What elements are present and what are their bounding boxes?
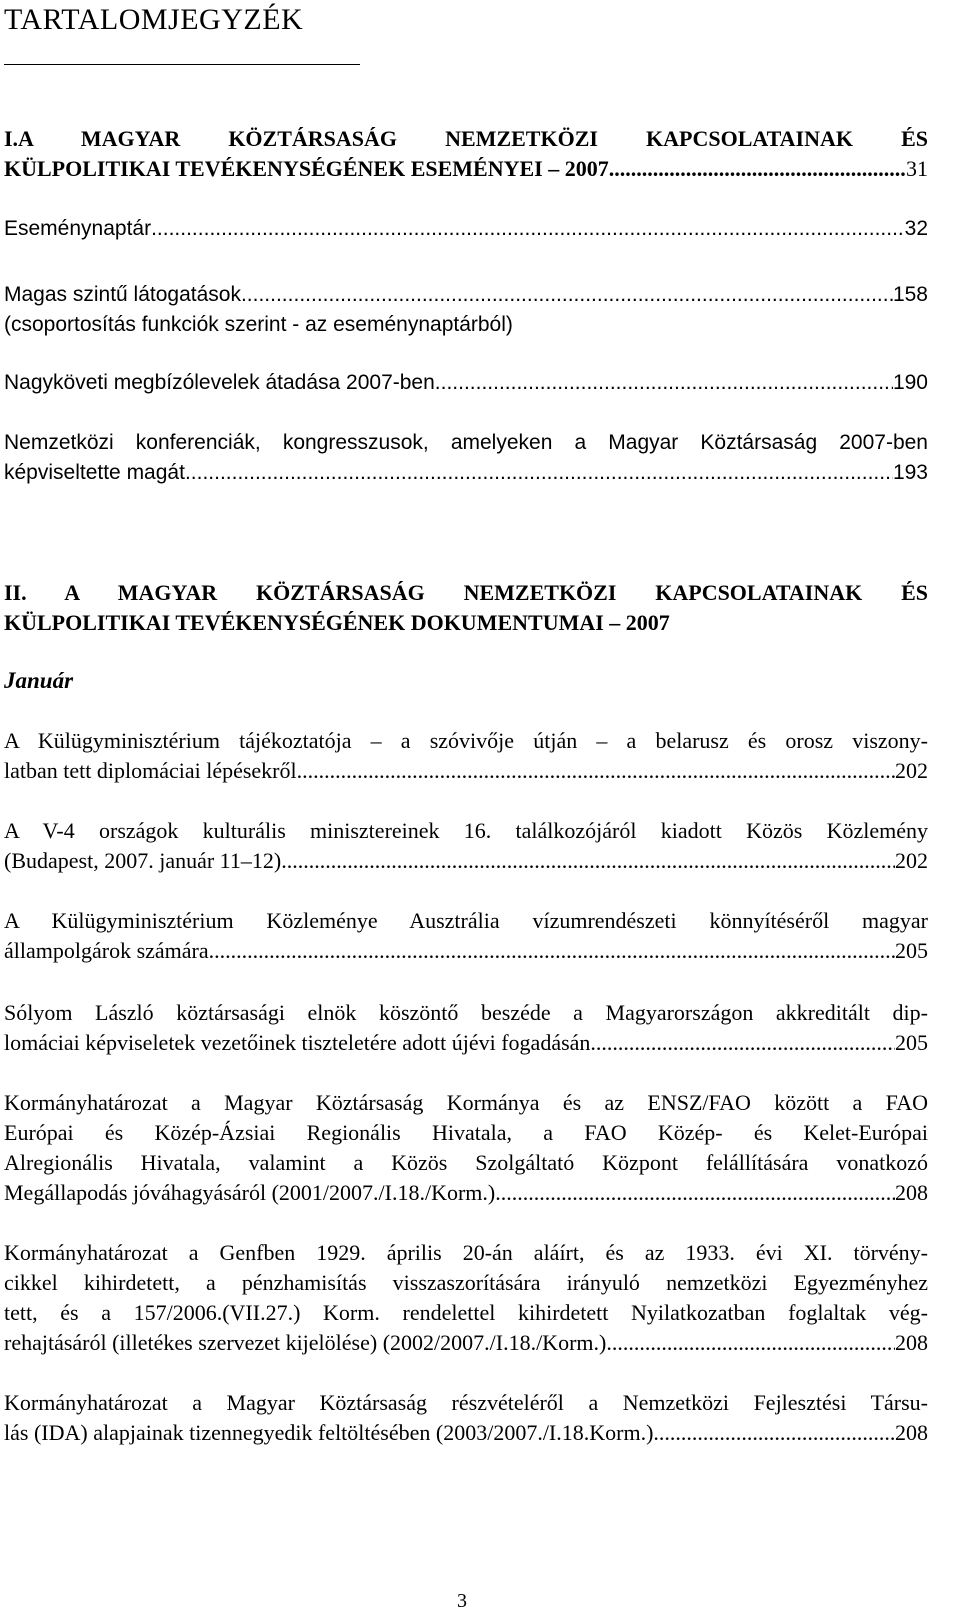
leader-dots [281, 846, 895, 876]
page-number: 158 [892, 283, 928, 306]
part2-heading-line2: KÜLPOLITIKAI TEVÉKENYSÉGÉNEK DOKUMENTUMAI – 2007 [4, 610, 670, 635]
page-title: TARTALOMJEGYZÉK [4, 3, 304, 36]
toc-entry-kulugyminiszterium-tajekoztatoja[interactable]: A Külügyminisztérium tájékoztatója – a szóvivője útján – a belarusz és orosz viszony- latban tett diplomáciai lépésekről ..... 202 [4, 726, 928, 786]
toc-entry-nemzetkozi-konferenciak[interactable]: Nemzetközi konferenciák, kongresszusok, amelyeken a Magyar Köztársaság 2007-ben képviseltette magát ..... 193 [4, 428, 928, 488]
leader-dots [653, 1418, 895, 1448]
leader-dots [606, 1328, 895, 1358]
page-number: 193 [892, 461, 928, 484]
page-number: 31 [906, 156, 928, 181]
leader-dots [435, 368, 893, 398]
toc-entry-penzhamisitas-kormanyhatarozat[interactable]: Kormányhatározat a Genfben 1929. április 20-án aláírt, és az 1933. évi XI. törvény- cikkel kihirdetett, a pénzhamisítás visszaszorítására irányuló nemzetközi Egyezményhez tett, és a 157/2006.(VII.27.) Korm. rendelettel kihirdetett Nyilatkozatban foglaltak vég- rehajtásáról (illetékes szervezet kijelölése) (2002/2007./I.18./Korm.) ..... 208 [4, 1238, 928, 1358]
toc-entry-ida-kormanyhatarozat[interactable]: Kormányhatározat a Magyar Köztársaság részvételéről a Nemzetközi Fejlesztési Társu- lás (IDA) alapjainak tizennegyedik feltöltésében (2003/2007./I.18.Korm.) ..... 208 [4, 1388, 928, 1448]
leader-dots [241, 280, 893, 310]
part2-heading[interactable] [4, 578, 928, 638]
part1-heading-line2: KÜLPOLITIKAI TEVÉKENYSÉGÉNEK ESEMÉNYEI – 2007 ..... 31 [4, 154, 928, 184]
title-underline [4, 64, 360, 65]
toc-entry-magas-szintu-latogatasok[interactable]: Magas szintű látogatások ..... 158 (csoportosítás funkciók szerint - az eseménynaptárból) [4, 280, 928, 340]
toc-entry-solyom-laszlo-beszede[interactable]: Sólyom László köztársasági elnök köszöntő beszéde a Magyarországon akkreditált dip- lomáciai képviseletek vezetőinek tiszteletére adott újévi fogadásán ..... 205 [4, 998, 928, 1058]
toc-entry-ausztralia-vizum[interactable]: A Külügyminisztérium Közleménye Ausztrália vízumrendészeti könnyítéséről magyar állampolgárok számára ..... 205 [4, 906, 928, 966]
page-number: 208 [895, 1330, 928, 1355]
page-number: 202 [895, 758, 928, 783]
leader-dots [297, 756, 895, 786]
part2-heading-line1: II. A MAGYAR KÖZTÁRSASÁG NEMZETKÖZI KAPCSOLATAINAK ÉS [4, 580, 928, 605]
page-number: 32 [904, 217, 928, 240]
page-number: 190 [892, 371, 928, 394]
month-heading: Január [4, 668, 74, 693]
page-number: 202 [895, 848, 928, 873]
toc-entry-subtitle: (csoportosítás funkciók szerint - az eseménynaptárból) [4, 313, 513, 336]
part1-heading[interactable] [4, 124, 928, 184]
page-number: 205 [895, 938, 928, 963]
footer-page-number: 3 [457, 1590, 467, 1612]
part1-heading-line1: I.A MAGYAR KÖZTÁRSASÁG NEMZETKÖZI KAPCSOLATAINAK ÉS [4, 126, 928, 151]
leader-dots [209, 936, 895, 966]
toc-entry-fao-kormanyhatarozat[interactable]: Kormányhatározat a Magyar Köztársaság Kormánya és az ENSZ/FAO között a FAO Európai és Közép-Ázsiai Regionális Hivatala, a FAO Közép- és Kelet-Európai Alregionális Hivatala, valamint a Közös Szolgáltató Központ felállítására vonatkozó Megállapodás jóváhagyásáról (2001/2007./I.18./Korm.) ..... 208 [4, 1088, 928, 1208]
toc-entry-nagykoveti-megbizolevelek[interactable]: Nagyköveti megbízólevelek átadása 2007-ben ..... 190 [4, 368, 928, 398]
page-number: 205 [895, 1030, 928, 1055]
leader-dots [495, 1178, 895, 1208]
leader-dots [151, 214, 905, 244]
leader-dots [590, 1028, 895, 1058]
page-number: 208 [895, 1420, 928, 1445]
page-number: 208 [895, 1180, 928, 1205]
leader-dots [185, 458, 893, 488]
leader-dots [609, 154, 906, 184]
toc-entry-esemenynaptar[interactable]: Eseménynaptár ..... 32 [4, 214, 928, 244]
toc-entry-v4-kozos-kozlemeny[interactable]: A V-4 országok kulturális minisztereinek 16. találkozójáról kiadott Közös Közlemény (Budapest, 2007. január 11–12) ..... 202 [4, 816, 928, 876]
